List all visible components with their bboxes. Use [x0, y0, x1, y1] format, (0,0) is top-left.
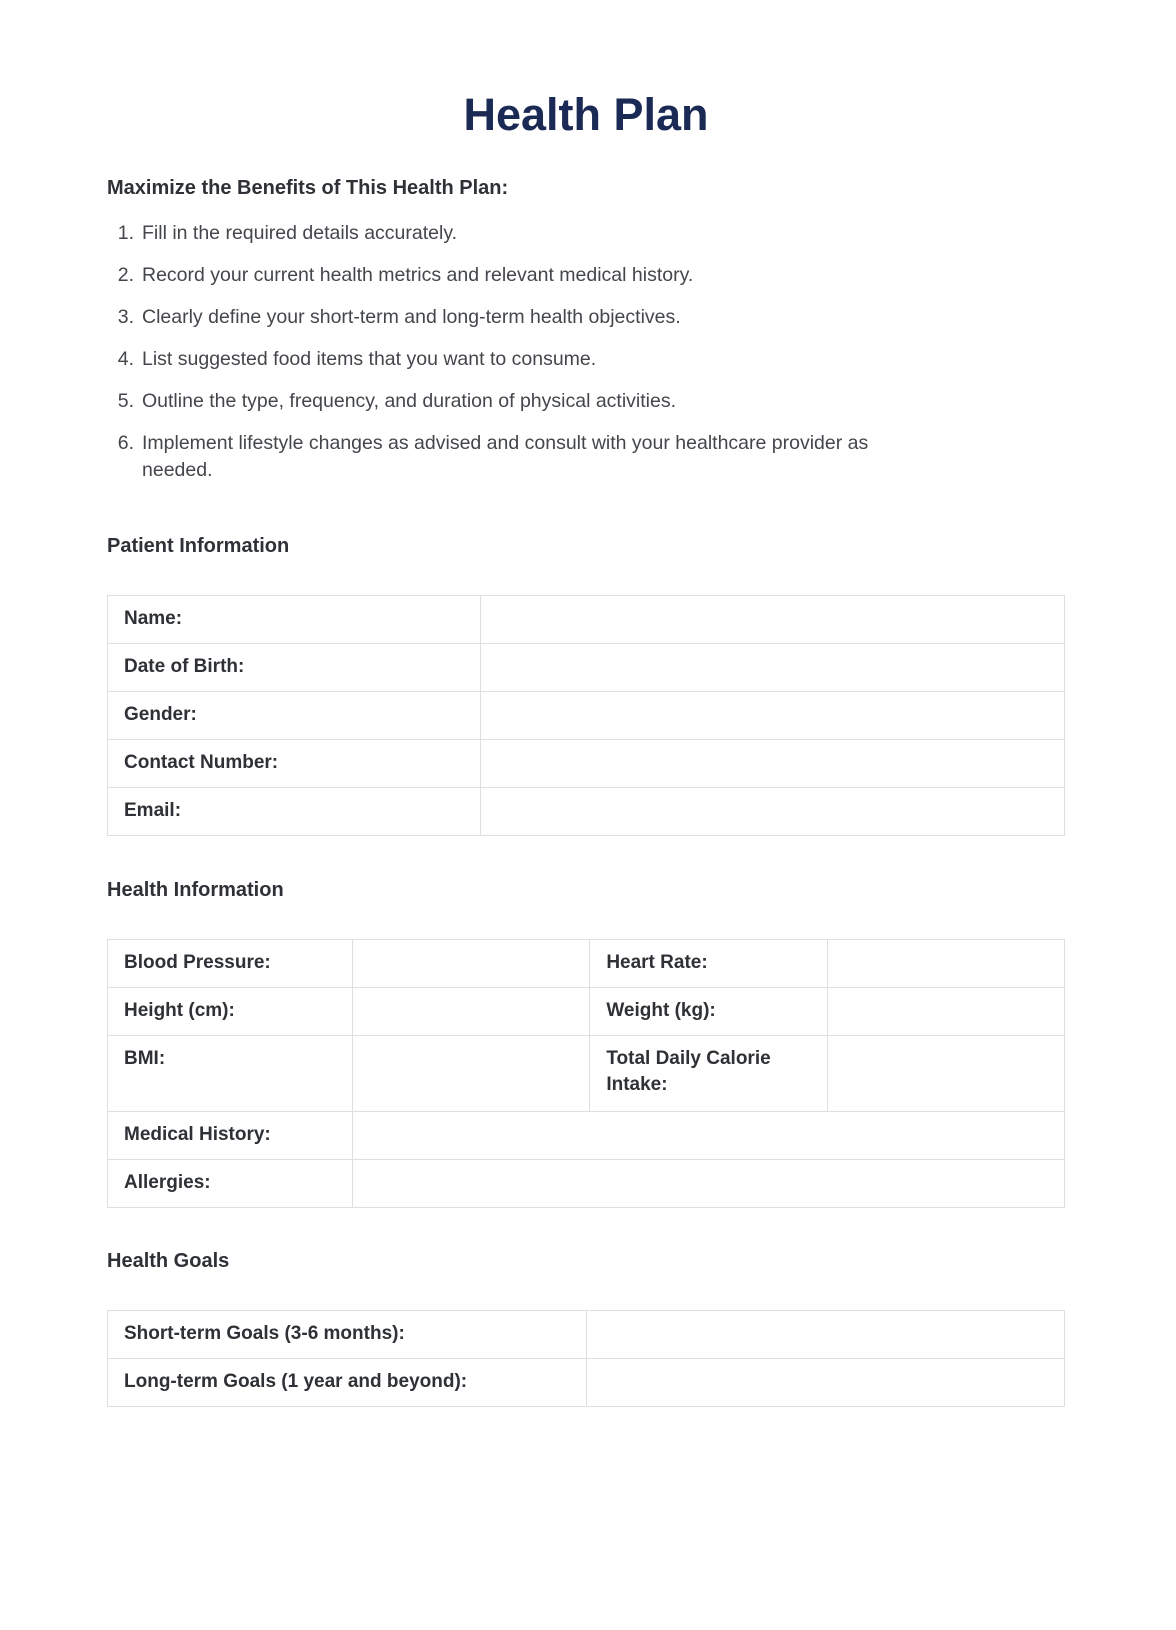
instruction-text: Implement lifestyle changes as advised and consult with your healthcare provider as needed. [142, 432, 869, 481]
instruction-number: 5. [117, 390, 134, 412]
instruction-text: Record your current health metrics and relevant medical history. [142, 264, 694, 286]
table-row [108, 692, 1065, 740]
instruction-item [107, 262, 937, 289]
email-label: Email: [108, 788, 481, 836]
patient-info-heading: Patient Information [107, 535, 290, 557]
table-row [108, 1359, 1065, 1407]
table-row [108, 644, 1065, 692]
table-row [108, 740, 1065, 788]
date-of-birth-label: Date of Birth: [108, 644, 481, 692]
table-row [108, 940, 1065, 988]
email-value-cell[interactable] [481, 788, 1065, 836]
instruction-text: Fill in the required details accurately. [142, 222, 458, 244]
long-term-goals-label: Long-term Goals (1 year and beyond): [108, 1359, 587, 1407]
height-label: Height (cm): [108, 988, 353, 1036]
intro-heading: Maximize the Benefits of This Health Plan: [107, 177, 509, 199]
instruction-number: 1. [117, 222, 134, 244]
health-goals-table [107, 1310, 1065, 1407]
instruction-number: 6. [117, 432, 134, 454]
instruction-number: 3. [117, 306, 134, 328]
blood-pressure-label: Blood Pressure: [108, 940, 353, 988]
heart-rate-value-cell[interactable] [827, 940, 1064, 988]
health-info-table [107, 939, 1065, 1208]
contact-number-label: Contact Number: [108, 740, 481, 788]
table-row [108, 1036, 1065, 1112]
health-info-heading: Health Information [107, 879, 284, 901]
bmi-value-cell[interactable] [352, 1036, 589, 1112]
short-term-goals-label: Short-term Goals (3-6 months): [108, 1311, 587, 1359]
allergies-label: Allergies: [108, 1160, 353, 1208]
weight-value-cell[interactable] [827, 988, 1064, 1036]
instruction-text: List suggested food items that you want to consume. [142, 348, 597, 370]
instruction-item [107, 304, 937, 331]
weight-label: Weight (kg): [590, 988, 827, 1036]
name-label: Name: [108, 596, 481, 644]
allergies-value-cell[interactable] [352, 1160, 1064, 1208]
table-row [108, 988, 1065, 1036]
heart-rate-label: Heart Rate: [590, 940, 827, 988]
long-term-goals-value-cell[interactable] [586, 1359, 1065, 1407]
table-row [108, 1112, 1065, 1160]
instruction-item [107, 346, 937, 373]
instruction-number: 4. [117, 348, 134, 370]
date-of-birth-value-cell[interactable] [481, 644, 1065, 692]
instructions-list [107, 220, 937, 484]
table-row [108, 1160, 1065, 1208]
gender-value-cell[interactable] [481, 692, 1065, 740]
instruction-text: Outline the type, frequency, and duration of physical activities. [142, 390, 677, 412]
calorie-intake-value-cell[interactable] [827, 1036, 1064, 1112]
gender-label: Gender: [108, 692, 481, 740]
instruction-text: Clearly define your short-term and long-term health objectives. [142, 306, 681, 328]
medical-history-value-cell[interactable] [352, 1112, 1064, 1160]
instruction-item [107, 220, 937, 247]
table-row [108, 596, 1065, 644]
name-value-cell[interactable] [481, 596, 1065, 644]
short-term-goals-value-cell[interactable] [586, 1311, 1065, 1359]
calorie-intake-label: Total Daily Calorie Intake: [590, 1036, 827, 1112]
medical-history-label: Medical History: [108, 1112, 353, 1160]
health-goals-heading: Health Goals [107, 1250, 230, 1272]
table-row [108, 788, 1065, 836]
page-title: Health Plan [463, 89, 709, 140]
patient-info-table [107, 595, 1065, 836]
instruction-number: 2. [117, 264, 134, 286]
contact-number-value-cell[interactable] [481, 740, 1065, 788]
instruction-item [107, 388, 937, 415]
height-value-cell[interactable] [352, 988, 589, 1036]
bmi-label: BMI: [108, 1036, 353, 1112]
table-row [108, 1311, 1065, 1359]
instruction-item [107, 430, 937, 484]
blood-pressure-value-cell[interactable] [352, 940, 589, 988]
